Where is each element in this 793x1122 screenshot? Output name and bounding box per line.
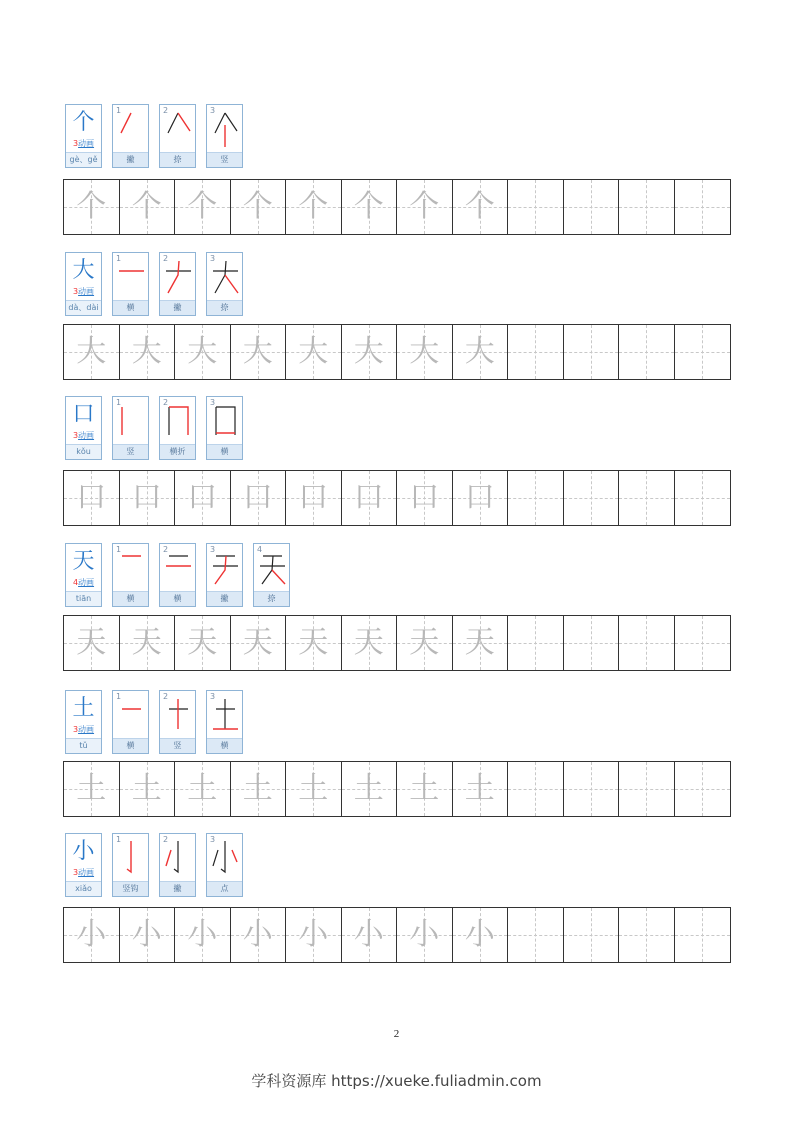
trace-cell: [175, 616, 231, 670]
stroke-count: [66, 431, 101, 441]
trace-cell: [64, 325, 120, 379]
practice-grid: [63, 324, 731, 380]
stroke-number: 3: [210, 692, 216, 701]
trace-glyph: 土: [76, 771, 107, 806]
trace-glyph: 个: [353, 189, 384, 224]
stroke-number: 1: [116, 254, 122, 263]
trace-glyph: 大: [131, 334, 162, 369]
stroke-number: 2: [163, 835, 169, 844]
stroke-count-number: 3: [72, 725, 79, 734]
trace-cell: [286, 180, 342, 234]
trace-cell: [286, 908, 342, 962]
trace-cell: [453, 180, 509, 234]
trace-cell: [397, 762, 453, 816]
stroke-step-card: [206, 252, 243, 316]
empty-cell: [619, 471, 675, 525]
trace-cell: [64, 616, 120, 670]
trace-glyph: 大: [242, 334, 273, 369]
trace-glyph: 小: [409, 917, 440, 952]
trace-cell: [397, 471, 453, 525]
trace-cell: [231, 616, 287, 670]
stroke-step-card: [206, 396, 243, 460]
trace-cell: [342, 325, 398, 379]
stroke-step-card: [112, 104, 149, 168]
page-number: 2: [393, 1028, 400, 1040]
trace-cell: [342, 471, 398, 525]
trace-glyph: 小: [76, 917, 107, 952]
trace-glyph: 天: [242, 625, 273, 660]
stroke-count: [66, 578, 101, 588]
trace-glyph: 口: [409, 480, 440, 515]
character-glyph: 小: [72, 839, 95, 864]
stroke-step-card: [159, 543, 196, 607]
stroke-step-card: [159, 833, 196, 897]
trace-glyph: 大: [464, 334, 495, 369]
stroke-step-card: [112, 833, 149, 897]
stroke-name: 横: [160, 591, 195, 606]
trace-glyph: 大: [409, 334, 440, 369]
trace-cell: [397, 616, 453, 670]
stroke-name: 竖: [113, 444, 148, 459]
stroke-step-card: [112, 690, 149, 754]
empty-cell: [675, 180, 731, 234]
stroke-number: 1: [116, 545, 122, 554]
trace-cell: [342, 180, 398, 234]
animation-link[interactable]: 动画: [78, 431, 95, 440]
character-glyph: 大: [72, 258, 95, 283]
stroke-step-card: [206, 543, 243, 607]
empty-cell: [508, 325, 564, 379]
animation-link[interactable]: 动画: [78, 725, 95, 734]
stroke-name: 撇: [160, 881, 195, 896]
trace-cell: [64, 471, 120, 525]
character-card: [65, 833, 102, 897]
trace-cell: [64, 180, 120, 234]
stroke-count-number: 3: [72, 868, 79, 877]
practice-grid: [63, 470, 731, 526]
trace-glyph: 口: [76, 480, 107, 515]
trace-glyph: 土: [298, 771, 329, 806]
stroke-count: [66, 868, 101, 878]
trace-cell: [175, 325, 231, 379]
stroke-number: 3: [210, 106, 216, 115]
pinyin: dà、dài: [66, 300, 101, 315]
stroke-name: 横: [207, 444, 242, 459]
stroke-name: 撇: [207, 591, 242, 606]
empty-cell: [564, 762, 620, 816]
stroke-number: 1: [116, 835, 122, 844]
animation-link[interactable]: 动画: [78, 139, 95, 148]
animation-link[interactable]: 动画: [78, 578, 95, 587]
empty-cell: [508, 616, 564, 670]
empty-cell: [564, 908, 620, 962]
stroke-number: 4: [257, 545, 263, 554]
empty-cell: [675, 471, 731, 525]
trace-glyph: 土: [464, 771, 495, 806]
stroke-number: 1: [116, 106, 122, 115]
animation-link[interactable]: 动画: [78, 287, 95, 296]
trace-glyph: 天: [298, 625, 329, 660]
stroke-step-card: [253, 543, 290, 607]
trace-cell: [120, 325, 176, 379]
trace-cell: [231, 908, 287, 962]
pinyin: kǒu: [66, 444, 101, 459]
trace-cell: [286, 325, 342, 379]
trace-glyph: 个: [409, 189, 440, 224]
trace-cell: [453, 325, 509, 379]
stroke-name: 竖钩: [113, 881, 148, 896]
trace-cell: [286, 616, 342, 670]
empty-cell: [619, 616, 675, 670]
empty-cell: [619, 908, 675, 962]
trace-glyph: 大: [298, 334, 329, 369]
stroke-name: 竖: [207, 152, 242, 167]
trace-cell: [175, 180, 231, 234]
stroke-number: 3: [210, 254, 216, 263]
trace-glyph: 天: [131, 625, 162, 660]
trace-glyph: 小: [242, 917, 273, 952]
empty-cell: [619, 762, 675, 816]
trace-glyph: 口: [464, 480, 495, 515]
trace-cell: [231, 471, 287, 525]
empty-cell: [508, 471, 564, 525]
stroke-count-number: 3: [72, 139, 79, 148]
trace-cell: [397, 325, 453, 379]
trace-glyph: 小: [298, 917, 329, 952]
stroke-name: 捺: [160, 152, 195, 167]
empty-cell: [619, 325, 675, 379]
stroke-name: 捺: [207, 300, 242, 315]
trace-cell: [453, 762, 509, 816]
trace-cell: [342, 762, 398, 816]
trace-glyph: 个: [464, 189, 495, 224]
trace-cell: [120, 908, 176, 962]
trace-glyph: 小: [353, 917, 384, 952]
empty-cell: [675, 762, 731, 816]
stroke-count-number: 4: [72, 578, 79, 587]
trace-glyph: 个: [242, 189, 273, 224]
trace-glyph: 土: [187, 771, 218, 806]
stroke-step-card: [206, 833, 243, 897]
trace-glyph: 个: [298, 189, 329, 224]
trace-cell: [453, 616, 509, 670]
trace-glyph: 天: [409, 625, 440, 660]
stroke-name: 撇: [160, 300, 195, 315]
trace-cell: [175, 908, 231, 962]
trace-cell: [175, 762, 231, 816]
stroke-count: [66, 287, 101, 297]
footer-source: 学科资源库 https://xueke.fuliadmin.com: [251, 1072, 542, 1090]
trace-cell: [397, 180, 453, 234]
trace-glyph: 天: [76, 625, 107, 660]
animation-link[interactable]: 动画: [78, 868, 95, 877]
trace-glyph: 小: [187, 917, 218, 952]
trace-cell: [231, 180, 287, 234]
empty-cell: [675, 325, 731, 379]
stroke-number: 1: [116, 398, 122, 407]
pinyin: tiān: [66, 591, 101, 606]
stroke-number: 3: [210, 545, 216, 554]
character-card: [65, 104, 102, 168]
trace-glyph: 大: [187, 334, 218, 369]
trace-glyph: 口: [187, 480, 218, 515]
practice-grid: [63, 761, 731, 817]
stroke-step-card: [112, 543, 149, 607]
empty-cell: [564, 180, 620, 234]
empty-cell: [619, 180, 675, 234]
trace-cell: [120, 616, 176, 670]
pinyin: xiǎo: [66, 881, 101, 896]
stroke-count: [66, 139, 101, 149]
trace-glyph: 大: [76, 334, 107, 369]
stroke-number: 1: [116, 692, 122, 701]
trace-cell: [286, 471, 342, 525]
trace-glyph: 小: [464, 917, 495, 952]
stroke-step-card: [159, 396, 196, 460]
trace-cell: [120, 180, 176, 234]
stroke-name: 捺: [254, 591, 289, 606]
character-card: [65, 543, 102, 607]
stroke-number: 2: [163, 398, 169, 407]
stroke-name: 竖: [160, 738, 195, 753]
stroke-name: 横: [113, 300, 148, 315]
trace-cell: [453, 471, 509, 525]
trace-cell: [120, 471, 176, 525]
character-glyph: 个: [72, 110, 95, 135]
trace-cell: [231, 325, 287, 379]
character-card: [65, 396, 102, 460]
trace-glyph: 口: [242, 480, 273, 515]
trace-glyph: 口: [131, 480, 162, 515]
stroke-step-card: [112, 252, 149, 316]
stroke-name: 横折: [160, 444, 195, 459]
trace-glyph: 个: [76, 189, 107, 224]
empty-cell: [564, 471, 620, 525]
trace-glyph: 口: [298, 480, 329, 515]
stroke-number: 2: [163, 545, 169, 554]
stroke-name: 横: [113, 738, 148, 753]
stroke-step-card: [206, 104, 243, 168]
trace-cell: [342, 616, 398, 670]
pinyin: tǔ: [66, 738, 101, 753]
stroke-number: 3: [210, 398, 216, 407]
stroke-step-card: [159, 252, 196, 316]
trace-glyph: 土: [353, 771, 384, 806]
stroke-step-card: [112, 396, 149, 460]
trace-cell: [120, 762, 176, 816]
empty-cell: [675, 908, 731, 962]
trace-cell: [286, 762, 342, 816]
practice-grid: [63, 179, 731, 235]
trace-cell: [397, 908, 453, 962]
trace-cell: [453, 908, 509, 962]
stroke-name: 横: [113, 591, 148, 606]
trace-glyph: 小: [131, 917, 162, 952]
stroke-name: 横: [207, 738, 242, 753]
trace-glyph: 个: [131, 189, 162, 224]
stroke-number: 2: [163, 254, 169, 263]
trace-glyph: 天: [353, 625, 384, 660]
stroke-step-card: [159, 690, 196, 754]
stroke-step-card: [206, 690, 243, 754]
trace-cell: [64, 908, 120, 962]
empty-cell: [508, 908, 564, 962]
trace-glyph: 大: [353, 334, 384, 369]
empty-cell: [508, 762, 564, 816]
stroke-count-number: 3: [72, 287, 79, 296]
trace-glyph: 土: [242, 771, 273, 806]
trace-glyph: 天: [464, 625, 495, 660]
stroke-count: [66, 725, 101, 735]
trace-glyph: 口: [353, 480, 384, 515]
trace-glyph: 土: [409, 771, 440, 806]
trace-cell: [175, 471, 231, 525]
stroke-step-card: [159, 104, 196, 168]
character-glyph: 土: [72, 696, 95, 721]
trace-cell: [342, 908, 398, 962]
empty-cell: [508, 180, 564, 234]
stroke-name: 撇: [113, 152, 148, 167]
stroke-number: 2: [163, 692, 169, 701]
character-glyph: 天: [72, 549, 95, 574]
empty-cell: [564, 616, 620, 670]
stroke-number: 3: [210, 835, 216, 844]
character-card: [65, 252, 102, 316]
trace-glyph: 土: [131, 771, 162, 806]
stroke-name: 点: [207, 881, 242, 896]
practice-grid: [63, 907, 731, 963]
character-glyph: 口: [72, 402, 95, 427]
trace-glyph: 天: [187, 625, 218, 660]
stroke-number: 2: [163, 106, 169, 115]
practice-grid: [63, 615, 731, 671]
stroke-count-number: 3: [72, 431, 79, 440]
trace-cell: [64, 762, 120, 816]
trace-glyph: 个: [187, 189, 218, 224]
trace-cell: [231, 762, 287, 816]
pinyin: gè、gě: [66, 152, 101, 167]
empty-cell: [675, 616, 731, 670]
character-card: [65, 690, 102, 754]
empty-cell: [564, 325, 620, 379]
